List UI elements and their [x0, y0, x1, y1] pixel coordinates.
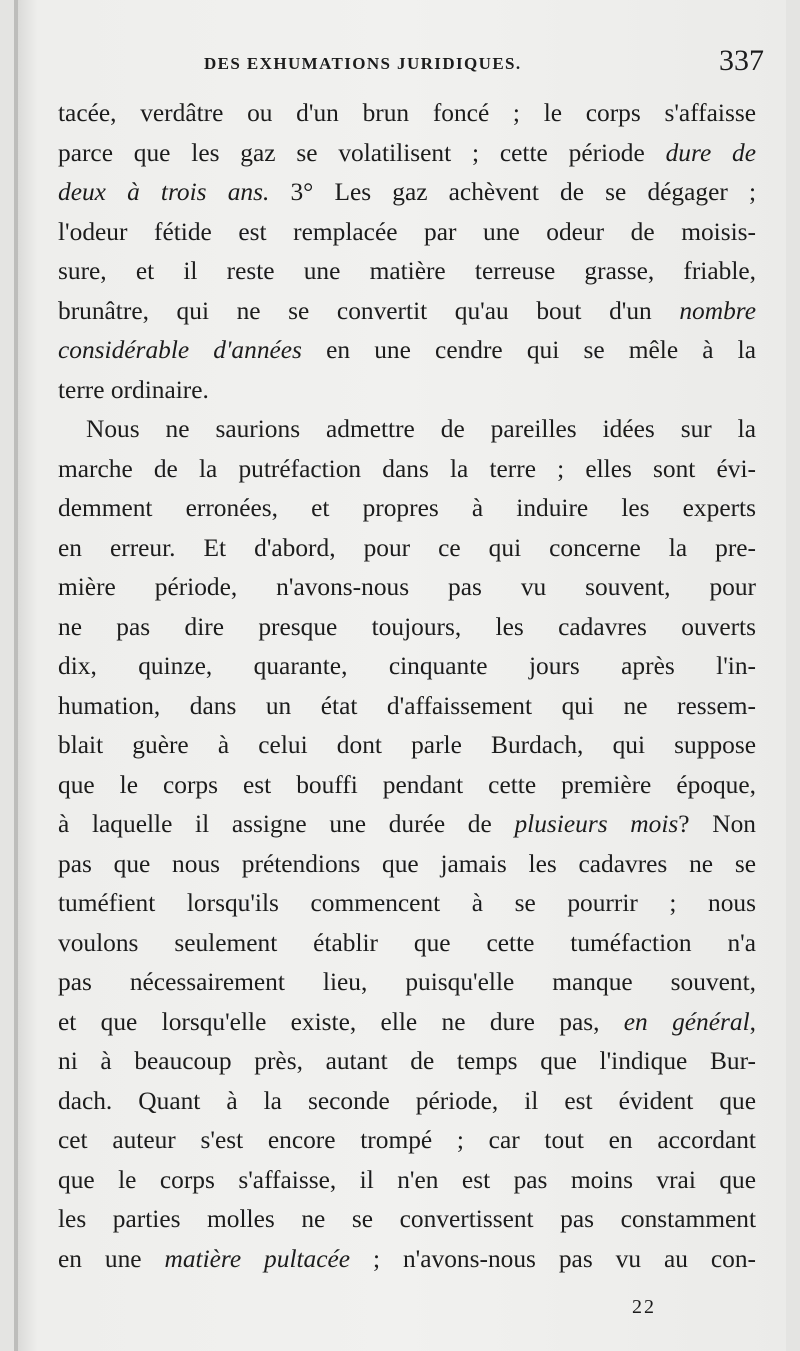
- text-line: que le corps s'affaisse, il n'en est pas moins vrai que: [58, 1165, 756, 1194]
- book-page: [14, 0, 786, 1351]
- text-line: cet auteur s'est encore trompé ; car tout en accordant: [58, 1126, 756, 1154]
- text-line: deux à trois ans. 3° Les gaz achèvent de se dégager ;: [58, 178, 757, 206]
- body-text: [58, 94, 756, 1279]
- text-line: en une matière pultacée ; n'avons-nous pas vu au con-: [58, 1244, 756, 1273]
- text-line: dach. Quant à la seconde période, il est évident que: [58, 1086, 756, 1115]
- text-line: parce que les gaz se volatilisent ; cette période dure de: [58, 138, 757, 167]
- text-line: tacée, verdâtre ou d'un brun foncé ; le corps s'affaisse: [58, 99, 756, 127]
- text-line: dix, quinze, quarante, cinquante jours après l'in-: [58, 652, 756, 680]
- page-number: 337: [719, 44, 764, 77]
- text-line: tuméfient lorsqu'ils commencent à se pourrir ; nous: [58, 889, 756, 917]
- text-line: voulons seulement établir que cette tuméfaction n'a: [58, 928, 756, 957]
- text-line: considérable d'années en une cendre qui se mêle à la: [58, 336, 757, 364]
- text-line: que le corps est bouffi pendant cette première époque,: [58, 770, 756, 799]
- signature-mark: 22: [632, 1296, 656, 1318]
- text-line: l'odeur fétide est remplacée par une odeur de moisis-: [58, 217, 756, 246]
- text-line: brunâtre, qui ne se convertit qu'au bout d'un nombre: [58, 296, 756, 325]
- paragraph-start-line: Nous ne saurions admettre de pareilles idées sur la: [86, 415, 756, 443]
- text-line: pas nécessairement lieu, puisqu'elle manque souvent,: [58, 968, 756, 996]
- text-line: terre ordinaire.: [58, 375, 209, 404]
- running-head: DES EXHUMATIONS JURIDIQUES.: [204, 54, 522, 73]
- text-line: pas que nous prétendions que jamais les cadavres ne se: [58, 849, 756, 878]
- text-line: humation, dans un état d'affaissement qui ne ressem-: [58, 691, 756, 720]
- text-line: ne pas dire presque toujours, les cadavres ouverts: [58, 612, 756, 641]
- page-header: [14, 44, 786, 84]
- text-line: demment erronées, et propres à induire les experts: [58, 494, 756, 522]
- text-line: et que lorsqu'elle existe, elle ne dure pas, en général,: [58, 1007, 756, 1036]
- text-line: blait guère à celui dont parle Burdach, qui suppose: [58, 731, 756, 759]
- text-line: sure, et il reste une matière terreuse grasse, friable,: [58, 257, 756, 285]
- text-line: ni à beaucoup près, autant de temps que l'indique Bur-: [58, 1047, 756, 1075]
- text-line: en erreur. Et d'abord, pour ce qui concerne la pre-: [58, 533, 756, 562]
- text-line: mière période, n'avons-nous pas vu souvent, pour: [58, 573, 756, 601]
- text-line: à laquelle il assigne une durée de plusieurs mois? Non: [58, 810, 756, 838]
- text-line: les parties molles ne se convertissent pas constamment: [58, 1205, 756, 1233]
- text-line: marche de la putréfaction dans la terre ; elles sont évi-: [58, 454, 756, 483]
